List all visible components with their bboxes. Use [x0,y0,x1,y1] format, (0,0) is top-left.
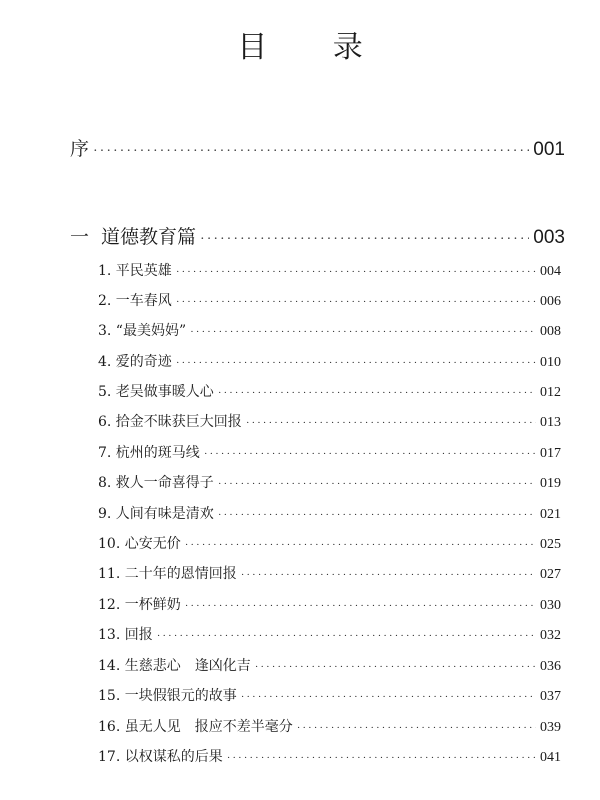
toc-leader-dots [241,691,536,703]
toc-entry[interactable] [98,351,561,377]
toc-page-number: 019 [540,476,561,491]
toc-leader-dots [176,266,536,278]
toc-page-number: 037 [540,689,561,704]
toc-entry[interactable] [98,746,561,772]
toc-leader-dots [176,357,536,369]
toc-page-number: 008 [540,324,561,339]
toc-entry[interactable] [98,624,561,650]
toc-entry[interactable] [98,594,561,620]
toc-page-number: 030 [540,598,561,613]
toc-entry[interactable] [98,716,561,742]
toc-leader-dots [176,296,536,308]
toc-entry-label: 8. 救人一命喜得子 [98,475,214,491]
toc-preface-row[interactable] [70,134,565,164]
toc-leader-dots [190,326,536,338]
toc-entry-label: 2. 一车春风 [98,293,172,309]
toc-entry[interactable] [98,442,561,468]
toc-entry[interactable] [98,563,561,589]
toc-leader-dots [218,387,536,399]
toc-page-number: 039 [540,720,561,735]
toc-entry[interactable] [98,320,561,346]
page-title: 目 录 [237,30,391,65]
toc-entry-label: 13. 回报 [98,627,153,643]
toc-entry-label: 9. 人间有味是清欢 [98,506,214,522]
toc-entry-label: 17. 以权谋私的后果 [98,749,223,765]
toc-entry[interactable] [98,533,561,559]
toc-leader-dots [218,478,536,490]
toc-entry[interactable] [98,472,561,498]
toc-page-number: 003 [533,227,565,248]
toc-page-number: 041 [540,750,561,765]
toc-page-number: 027 [540,567,561,582]
toc-page-number: 010 [540,355,561,370]
toc-entry[interactable] [98,655,561,681]
toc-chapter-number: 一 [70,226,90,248]
toc-page-number: 021 [540,507,561,522]
toc-entry[interactable] [98,503,561,529]
toc-leader-dots [297,722,536,734]
toc-leader-dots [246,417,536,429]
toc-leader-dots [218,509,536,521]
toc-chapter-label: 道德教育篇 [101,226,197,248]
toc-page-number: 001 [533,139,565,160]
toc-page-number: 006 [540,294,561,309]
toc-entry-label: 16. 虽无人见 报应不差半毫分 [98,719,293,735]
toc-leader-dots [185,539,536,551]
toc-entry[interactable] [98,381,561,407]
toc-page-number: 013 [540,415,561,430]
toc-page-number: 017 [540,446,561,461]
toc-entry-label: 5. 老吴做事暖人心 [98,384,214,400]
toc-leader-dots [157,630,536,642]
toc-page-number: 032 [540,628,561,643]
toc-page-number: 036 [540,659,561,674]
toc-leader-dots [200,232,529,248]
toc-leader-dots [93,144,529,160]
toc-preface-label: 序 [70,138,90,160]
toc-entry[interactable] [98,685,561,711]
toc-page-number: 004 [540,264,561,279]
toc-page-number: 012 [540,385,561,400]
toc-leader-dots [241,569,536,581]
toc-entry[interactable] [98,290,561,316]
toc-entry-label: 4. 爱的奇迹 [98,354,172,370]
toc-entry-label: 11. 二十年的恩情回报 [98,566,237,582]
toc-page-number: 025 [540,537,561,552]
toc-entry[interactable] [98,411,561,437]
toc-entry-label: 15. 一块假银元的故事 [98,688,237,704]
toc-leader-dots [204,448,536,460]
toc-entry-label: 14. 生慈悲心 逢凶化吉 [98,658,251,674]
toc-leader-dots [255,661,536,673]
toc-chapter-row[interactable] [70,222,565,252]
toc-entry-label: 7. 杭州的斑马线 [98,445,200,461]
toc-entry-label: 1. 平民英雄 [98,263,172,279]
toc-leader-dots [227,752,536,764]
toc-entry[interactable] [98,260,561,286]
toc-entry-label: 3. “最美妈妈” [98,323,187,339]
toc-leader-dots [185,600,536,612]
toc-entry-label: 10. 心安无价 [98,536,181,552]
toc-entry-label: 12. 一杯鲜奶 [98,597,181,613]
toc-entry-label: 6. 拾金不昧获巨大回报 [98,414,242,430]
